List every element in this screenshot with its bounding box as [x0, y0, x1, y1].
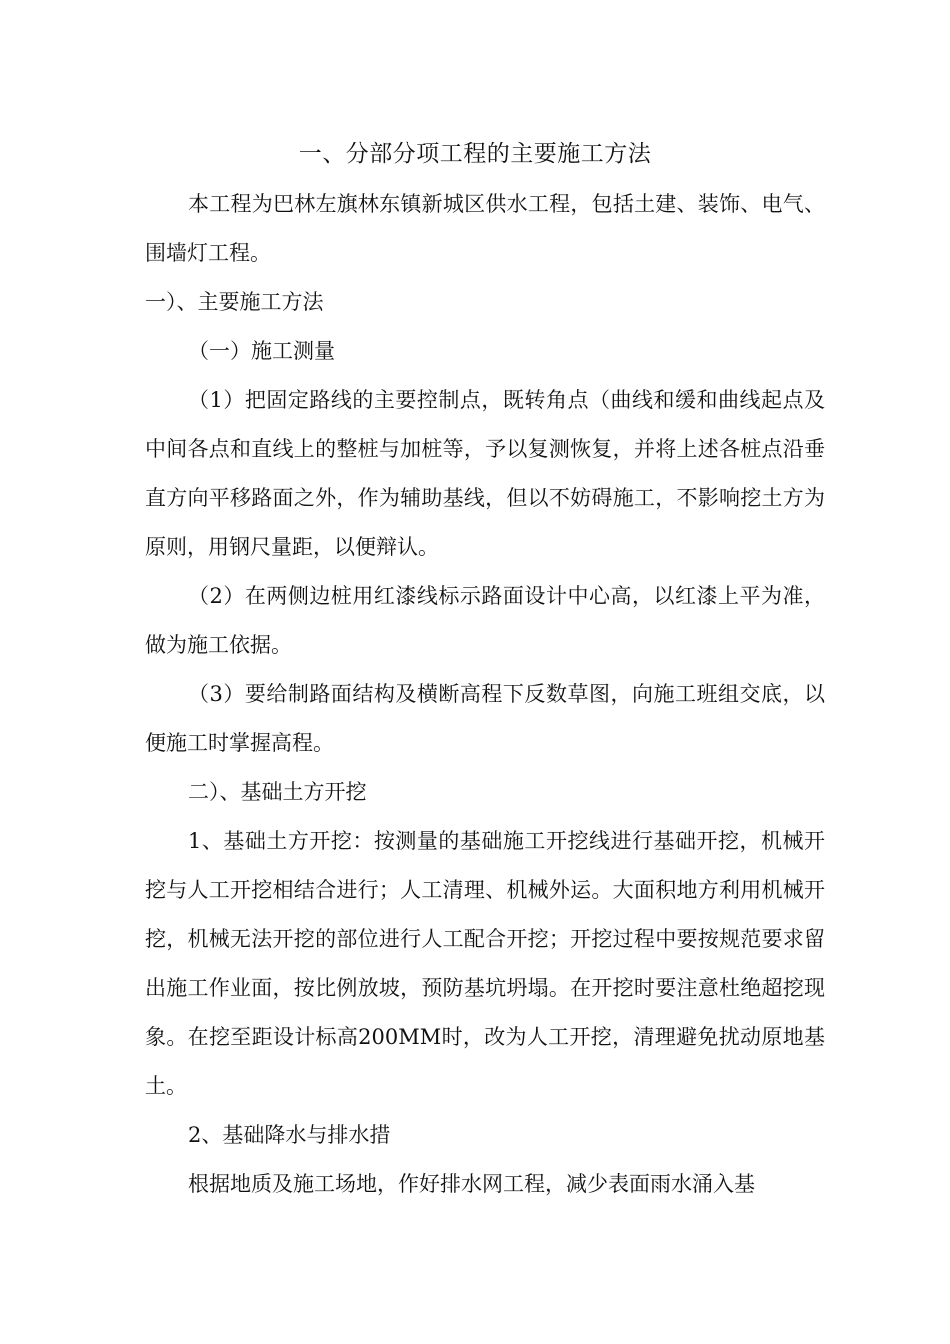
heading-survey: （一）施工测量: [188, 339, 335, 363]
heading-excavation: 二）、基础土方开挖: [188, 780, 367, 804]
heading-dewatering: 2、基础降水与排水措: [188, 1123, 391, 1147]
paragraph-intro: 本工程为巴林左旗林东镇新城区供水工程，包括土建、装饰、电气、围墙灯工程。: [145, 192, 825, 265]
paragraph-survey-3: （3）要给制路面结构及横断高程下反数草图，向施工班组交底，以便施工时掌握高程。: [145, 682, 825, 755]
paragraph-excavation-1: 1、基础土方开挖：按测量的基础施工开挖线进行基础开挖，机械开挖与人工开挖相结合进行；人工清理、机械外运。大面积地方利用机械开挖，机械无法开挖的部位进行人工配合开挖；开挖过程中要按规范要求留出施工作业面，按比例放坡，预防基坑坍塌。在开挖时要注意杜绝超挖现象。在挖至距设计标高200MM时，改为人工开挖，清理避免扰动原地基土。: [145, 829, 825, 1098]
document-body: [145, 180, 825, 1209]
paragraph-dewatering: 根据地质及施工场地，作好排水网工程，减少表面雨水涌入基: [188, 1172, 755, 1196]
paragraph-survey-1: （1）把固定路线的主要控制点，既转角点（曲线和缓和曲线起点及中间各点和直线上的整桩与加桩等，予以复测恢复，并将上述各桩点沿垂直方向平移路面之外，作为辅助基线，但以不妨碍施工，不影响挖土方为原则，用钢尺量距，以便辩认。: [145, 388, 825, 559]
paragraph-survey-2: （2）在两侧边桩用红漆线标示路面设计中心高，以红漆上平为准，做为施工依据。: [145, 584, 825, 657]
heading-main-methods: 一）、主要施工方法: [145, 290, 324, 314]
page-title: 一、分部分项工程的主要施工方法: [298, 141, 652, 167]
